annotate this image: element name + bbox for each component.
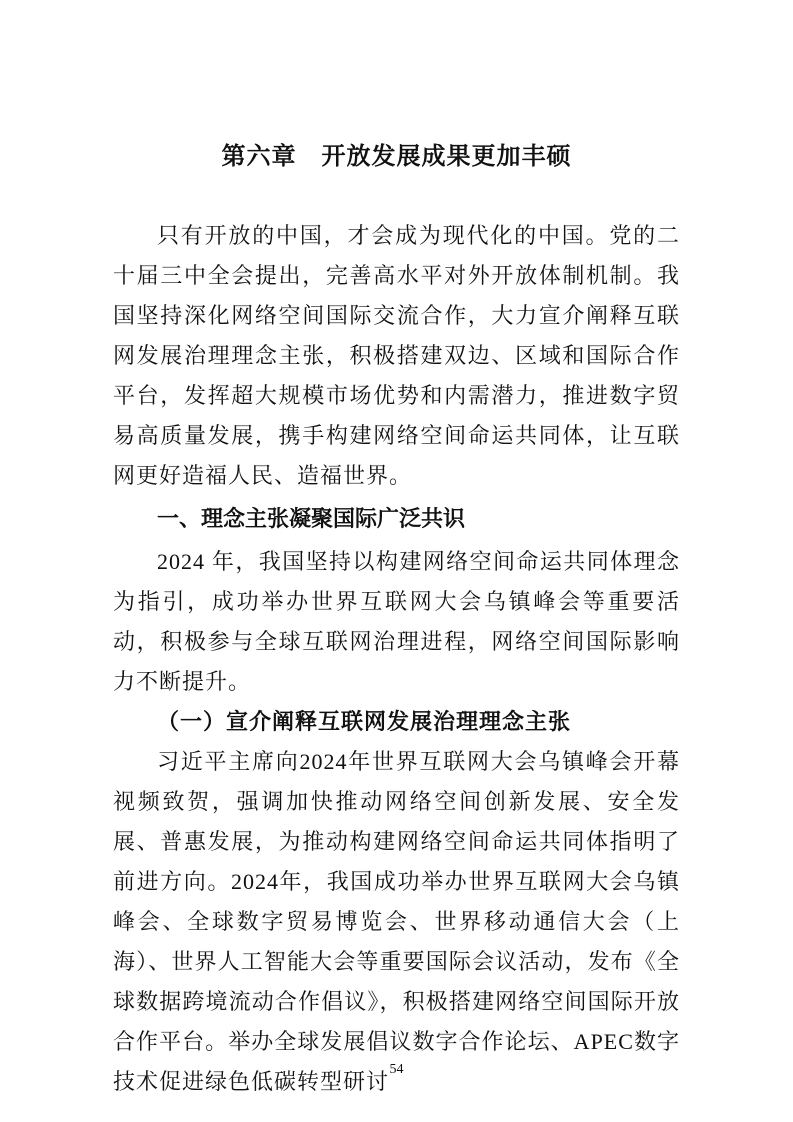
intro-paragraph: 只有开放的中国，才会成为现代化的中国。党的二十届三中全会提出，完善高水平对外开放体制机制。我国坚持深化网络空间国际交流合作，大力宣介阐释互联网发展治理理念主张，积极搭建双边、区域和国际合作平台，发挥超大规模市场优势和内需潜力，推进数字贸易高质量发展，携手构建网络空间命运共同体，让互联网更好造福人民、造福世界。 [113, 223, 680, 488]
chapter-title: 第六章 开放发展成果更加丰硕 [221, 143, 572, 170]
section-heading: 一、理念主张凝聚国际广泛共识 [157, 506, 466, 531]
subsection-paragraph: 习近平主席向2024年世界互联网大会乌镇峰会开幕视频致贺，强调加快推动网络空间创新发展、安全发展、普惠发展，为推动构建网络空间命运共同体指明了前进方向。2024年，我国成功举办世界互联网大会乌镇峰会、全球数字贸易博览会、世界移动通信大会（上海）、世界人工智能大会等重要国际会议活动，发布《全球数据跨境流动合作倡议》，积极搭建网络空间国际开放合作平台。举办全球发展倡议数字合作论坛、APEC数字技术促进绿色低碳转型研讨 [113, 749, 680, 1094]
section-paragraph: 2024 年，我国坚持以构建网络空间命运共同体理念为指引，成功举办世界互联网大会乌镇峰会等重要活动，积极参与全球互联网治理进程，网络空间国际影响力不断提升。 [113, 549, 680, 694]
subsection-heading: （一）宣介阐释互联网发展治理理念主张 [157, 709, 572, 734]
page-number: 54 [389, 1062, 404, 1077]
page-content [113, 140, 680, 1102]
page-footer [0, 1060, 793, 1078]
